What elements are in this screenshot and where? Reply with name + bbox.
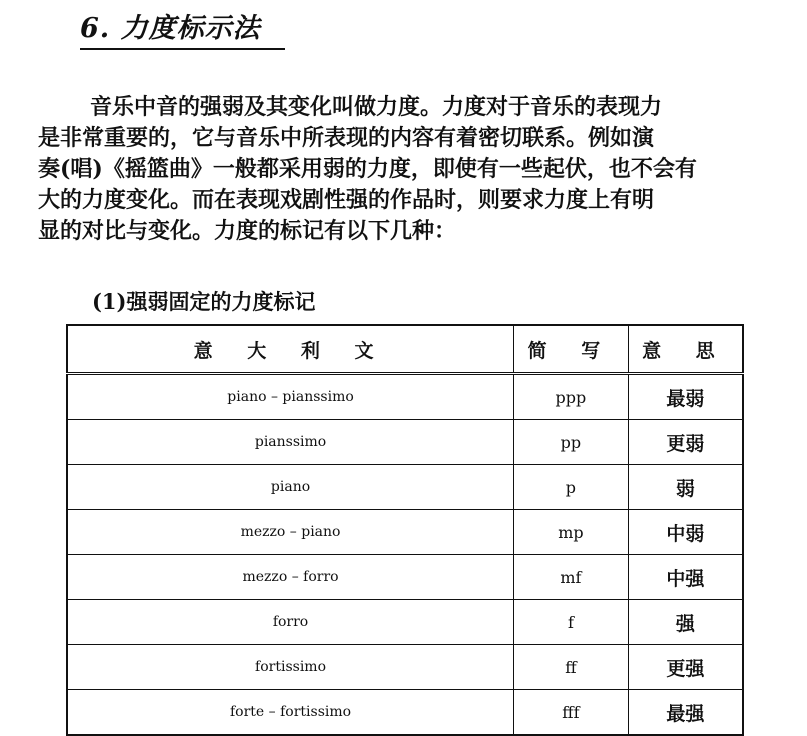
table-row	[67, 510, 743, 555]
subheading: (1)强弱固定的力度标记	[92, 289, 316, 314]
table-row	[67, 420, 743, 465]
italian-term: piano – pianssimo	[67, 374, 514, 420]
italian-term: mezzo – forro	[67, 555, 514, 600]
body-paragraph	[38, 92, 773, 247]
abbreviation: mf	[514, 555, 629, 600]
italian-term: piano	[67, 465, 514, 510]
abbreviation: fff	[514, 690, 629, 736]
abbreviation: ff	[514, 645, 629, 690]
italian-term: mezzo – piano	[67, 510, 514, 555]
table-row	[67, 600, 743, 645]
abbreviation: pp	[514, 420, 629, 465]
meaning: 弱	[628, 465, 743, 510]
table-row	[67, 374, 743, 420]
abbreviation: p	[514, 465, 629, 510]
italian-term: pianssimo	[67, 420, 514, 465]
meaning: 强	[628, 600, 743, 645]
section-title: 6. 力度标示法	[80, 13, 261, 44]
abbreviation: mp	[514, 510, 629, 555]
abbreviation: ppp	[514, 374, 629, 420]
dynamics-table	[66, 324, 744, 736]
italian-term: forro	[67, 600, 514, 645]
meaning: 更强	[628, 645, 743, 690]
header-meaning: 意 思	[628, 325, 743, 374]
table-row	[67, 645, 743, 690]
paragraph-line: 是非常重要的，它与音乐中所表现的内容有着密切联系。例如演	[38, 125, 655, 151]
header-italian: 意 大 利 文	[67, 325, 514, 374]
paragraph-line: 显的对比与变化。力度的标记有以下几种：	[38, 218, 457, 244]
meaning: 中强	[628, 555, 743, 600]
meaning: 最强	[628, 690, 743, 736]
meaning: 更弱	[628, 420, 743, 465]
paragraph-line: 大的力度变化。而在表现戏剧性强的作品时，则要求力度上有明	[38, 187, 655, 213]
italian-term: fortissimo	[67, 645, 514, 690]
italian-term: forte – fortissimo	[67, 690, 514, 736]
paragraph-line: 音乐中音的强弱及其变化叫做力度。力度对于音乐的表现力	[90, 94, 663, 120]
table-row	[67, 465, 743, 510]
paragraph-line: 奏(唱)《摇篮曲》一般都采用弱的力度，即使有一些起伏，也不会有	[38, 156, 697, 182]
table-header-row	[67, 325, 743, 374]
meaning: 最弱	[628, 374, 743, 420]
header-abbreviation: 简 写	[514, 325, 629, 374]
table-row	[67, 690, 743, 736]
abbreviation: f	[514, 600, 629, 645]
meaning: 中弱	[628, 510, 743, 555]
table-row	[67, 555, 743, 600]
title-underline	[80, 48, 285, 50]
